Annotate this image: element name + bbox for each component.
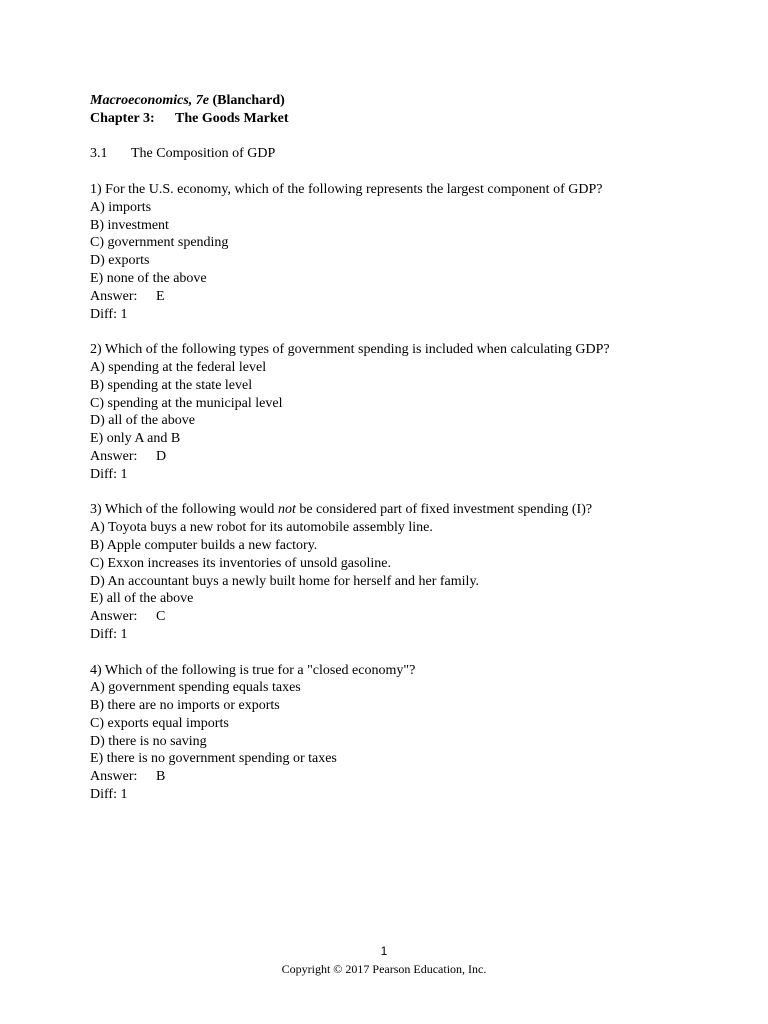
answer-value: D: [156, 448, 167, 464]
answer-line: [90, 288, 690, 306]
option-e: E) all of the above: [90, 591, 194, 607]
copyright-notice: Copyright © 2017 Pearson Education, Inc.: [281, 962, 487, 976]
question-stem: [90, 501, 690, 519]
question-stem-emphasis: not: [277, 502, 296, 518]
difficulty: Diff: 1: [90, 626, 128, 642]
option-c: C) Exxon increases its inventories of unsold gasoline.: [90, 555, 391, 571]
question-stem-text: 2) Which of the following types of government spending is included when calculating GDP?: [90, 342, 610, 358]
question-stem: [90, 341, 690, 359]
document-page: [90, 92, 690, 804]
section-title: The Composition of GDP: [131, 146, 276, 162]
option-a: A) Toyota buys a new robot for its automobile assembly line.: [90, 520, 433, 536]
page-number: 1: [380, 944, 388, 958]
question-3: [90, 501, 690, 643]
answer-value: E: [156, 288, 165, 304]
spacer: [90, 128, 690, 146]
answer-line: [90, 768, 690, 786]
spacer: [90, 163, 690, 181]
question-stem: [90, 181, 690, 199]
option-c: C) spending at the municipal level: [90, 395, 283, 411]
question-stem: [90, 662, 690, 680]
option-e: E) none of the above: [90, 270, 207, 286]
spacer: [90, 644, 690, 662]
question-1: [90, 181, 690, 323]
question-stem-text: 4) Which of the following is true for a "closed economy"?: [90, 662, 416, 678]
option-a: A) imports: [90, 199, 152, 215]
option-e: E) there is no government spending or taxes: [90, 751, 337, 767]
chapter-label: Chapter 3:: [90, 110, 155, 126]
option-c: C) government spending: [90, 235, 229, 251]
answer-value: C: [156, 609, 166, 625]
question-stem-text-end: be considered part of fixed investment spending (I)?: [295, 502, 593, 518]
answer-line: [90, 448, 690, 466]
answer-value: B: [156, 769, 166, 785]
question-stem-text: 1) For the U.S. economy, which of the following represents the largest component of GDP?: [90, 181, 603, 197]
book-title-italic: Macroeconomics, 7e: [90, 93, 209, 108]
answer-label: Answer:: [90, 288, 138, 304]
difficulty: Diff: 1: [90, 466, 128, 482]
book-title: [90, 92, 690, 110]
difficulty: Diff: 1: [90, 787, 128, 803]
question-2: [90, 341, 690, 483]
option-a: A) spending at the federal level: [90, 359, 267, 375]
chapter-title: The Goods Market: [175, 110, 289, 126]
section-number: 3.1: [90, 146, 108, 162]
chapter-heading: [90, 110, 690, 128]
option-d: D) there is no saving: [90, 733, 207, 749]
answer-label: Answer:: [90, 448, 138, 464]
answer-label: Answer:: [90, 609, 138, 625]
question-stem-text: 3) Which of the following would: [90, 502, 278, 518]
answer-label: Answer:: [90, 769, 138, 785]
spacer: [90, 484, 690, 502]
answer-line: [90, 608, 690, 626]
book-author: (Blanchard): [212, 93, 285, 108]
spacer: [90, 323, 690, 341]
question-4: [90, 662, 690, 804]
option-b: B) spending at the state level: [90, 377, 253, 393]
section-heading: [90, 145, 690, 163]
option-d: D) An accountant buys a newly built home for herself and her family.: [90, 573, 480, 589]
option-b: B) there are no imports or exports: [90, 698, 280, 714]
difficulty: Diff: 1: [90, 306, 128, 322]
option-d: D) all of the above: [90, 413, 195, 429]
option-e: E) only A and B: [90, 431, 181, 447]
option-c: C) exports equal imports: [90, 715, 229, 731]
option-b: B) Apple computer builds a new factory.: [90, 537, 318, 553]
option-a: A) government spending equals taxes: [90, 680, 301, 696]
option-b: B) investment: [90, 217, 169, 233]
option-d: D) exports: [90, 253, 150, 269]
